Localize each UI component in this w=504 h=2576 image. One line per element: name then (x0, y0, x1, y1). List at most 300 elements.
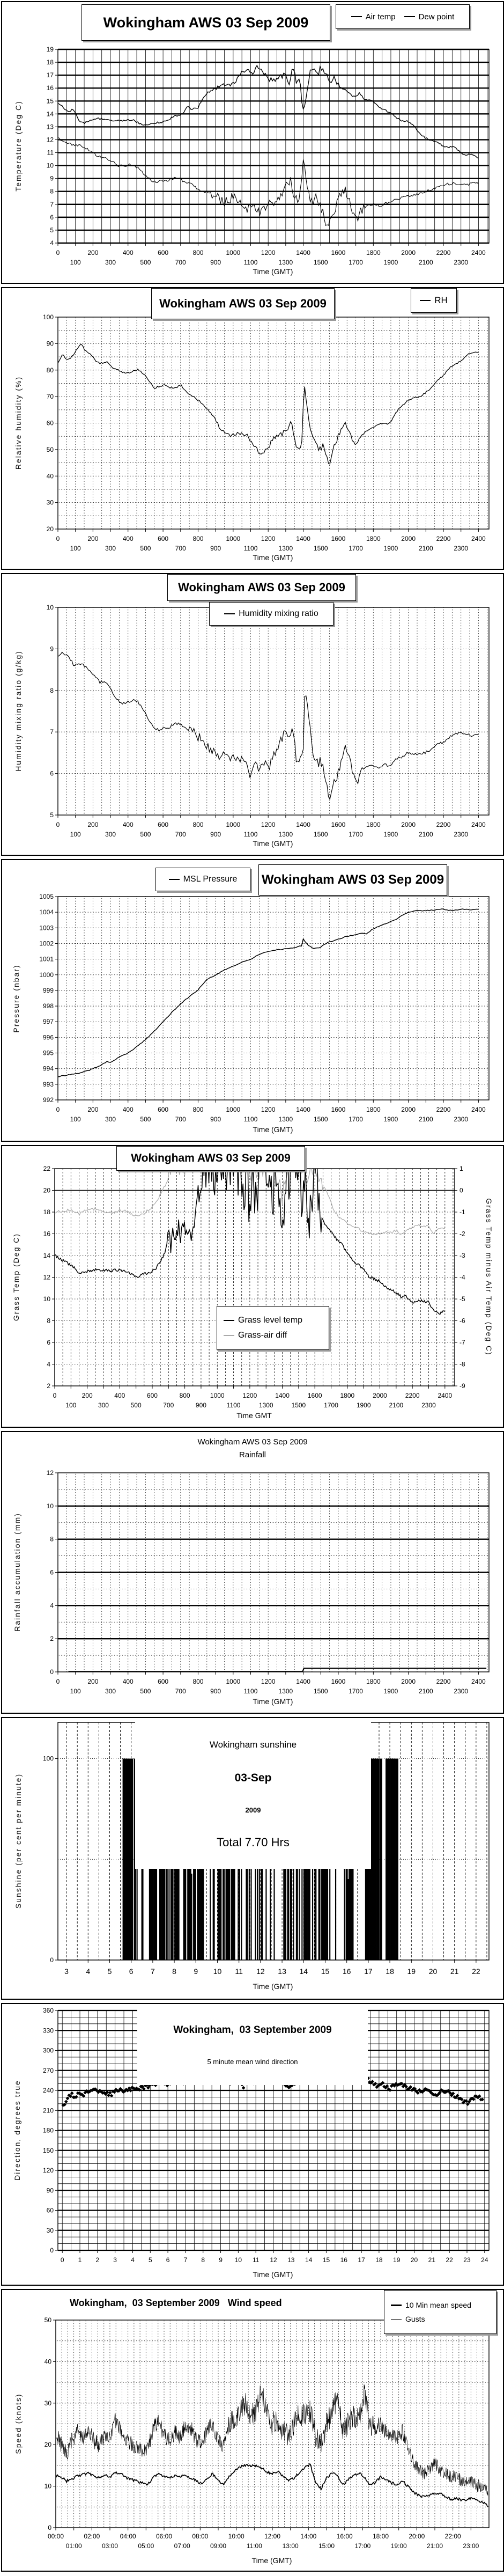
chart-subtitle: Rainfall (239, 1450, 266, 1459)
rh-chart-canvas (2, 288, 503, 569)
legend-box (217, 1306, 329, 1350)
svg-text:12: 12 (43, 1273, 50, 1281)
svg-text:1200: 1200 (261, 1678, 276, 1685)
svg-text:700: 700 (175, 831, 186, 838)
svg-text:1900: 1900 (356, 1401, 371, 1409)
svg-text:21: 21 (450, 1967, 459, 1976)
svg-text:1500: 1500 (313, 1115, 328, 1123)
y-axis-title: Speed (knots) (14, 2393, 23, 2454)
svg-text:2200: 2200 (436, 821, 451, 828)
svg-text:6: 6 (50, 213, 54, 221)
svg-text:18: 18 (375, 2256, 383, 2264)
svg-text:10: 10 (43, 1295, 50, 1303)
svg-text:300: 300 (105, 1115, 116, 1123)
svg-text:300: 300 (105, 831, 116, 838)
svg-text:6: 6 (50, 1568, 54, 1576)
svg-text:700: 700 (163, 1401, 174, 1409)
svg-text:7: 7 (150, 1967, 155, 1976)
legend-box (155, 868, 250, 891)
svg-text:900: 900 (210, 831, 221, 838)
y-axis-title-left: Grass Temp (Deg C) (12, 1232, 20, 1322)
legend-item-gusts (391, 2315, 425, 2323)
legend-box (411, 288, 457, 313)
legend-box (209, 602, 333, 626)
panel-sunshine (1, 1717, 504, 2000)
svg-text:1100: 1100 (243, 1687, 258, 1695)
svg-text:08:00: 08:00 (192, 2533, 209, 2540)
legend-label: Grass level temp (238, 1316, 303, 1325)
svg-text:60: 60 (46, 419, 54, 427)
svg-text:2300: 2300 (454, 259, 469, 266)
svg-text:900: 900 (210, 1115, 221, 1123)
svg-text:50: 50 (44, 2316, 51, 2324)
svg-text:1800: 1800 (366, 1106, 381, 1113)
svg-text:400: 400 (122, 821, 134, 828)
svg-text:100: 100 (65, 1401, 77, 1409)
svg-text:22: 22 (43, 1165, 50, 1172)
svg-text:992: 992 (42, 1096, 54, 1104)
svg-text:0: 0 (48, 2524, 51, 2531)
svg-text:20: 20 (428, 1967, 438, 1976)
svg-text:1500: 1500 (313, 259, 328, 266)
mixing-ratio-line-swatch (224, 613, 235, 614)
y-axis-title: Pressure (nbar) (12, 964, 20, 1033)
svg-text:1: 1 (459, 1165, 463, 1172)
svg-text:600: 600 (158, 249, 169, 256)
svg-text:1001: 1001 (39, 955, 54, 963)
x-axis-title: Time (GMT) (253, 1982, 293, 1991)
svg-text:4: 4 (50, 239, 54, 247)
svg-text:15:00: 15:00 (318, 2542, 335, 2550)
svg-text:80: 80 (46, 366, 54, 374)
svg-text:1002: 1002 (39, 940, 54, 948)
svg-text:200: 200 (81, 1392, 93, 1399)
svg-text:9: 9 (194, 1967, 198, 1976)
svg-text:2300: 2300 (454, 1687, 469, 1695)
svg-text:10: 10 (234, 2256, 242, 2264)
svg-text:9: 9 (50, 645, 54, 653)
grass-temp-line-swatch (224, 1320, 234, 1321)
svg-text:2400: 2400 (438, 1392, 453, 1399)
chart-title: Wokingham AWS 03 Sep 2009 (131, 1152, 291, 1164)
svg-text:210: 210 (42, 2107, 54, 2115)
svg-text:20: 20 (410, 2256, 418, 2264)
svg-text:1800: 1800 (366, 1678, 381, 1685)
x-axis-title: Time (GMT) (251, 2556, 292, 2565)
svg-text:400: 400 (122, 1106, 134, 1113)
svg-text:1000: 1000 (39, 971, 54, 979)
svg-text:600: 600 (158, 1106, 169, 1113)
svg-text:04:00: 04:00 (120, 2533, 136, 2540)
svg-text:8: 8 (172, 1967, 176, 1976)
gusts-line-swatch (391, 2319, 402, 2320)
svg-text:1100: 1100 (243, 1115, 258, 1123)
air-temp-chart-canvas (2, 2, 503, 283)
svg-text:18: 18 (43, 1208, 50, 1216)
svg-text:8: 8 (50, 1535, 54, 1543)
svg-text:11: 11 (235, 1967, 243, 1976)
svg-text:800: 800 (192, 1678, 204, 1685)
legend-label: MSL Pressure (183, 875, 238, 884)
svg-text:300: 300 (105, 259, 116, 266)
svg-text:1300: 1300 (278, 1115, 293, 1123)
svg-text:-1: -1 (459, 1208, 465, 1216)
svg-text:8: 8 (50, 187, 54, 195)
svg-text:19: 19 (393, 2256, 401, 2264)
svg-text:1000: 1000 (226, 1678, 241, 1685)
panel-rainfall (1, 1431, 504, 1714)
panel-air-temp-dew-point (1, 1, 504, 284)
svg-text:15: 15 (321, 1967, 330, 1976)
svg-text:100: 100 (70, 1115, 81, 1123)
chart-title: Wokingham AWS 03 Sep 2009 (178, 581, 345, 594)
svg-text:800: 800 (192, 821, 204, 828)
svg-text:18: 18 (46, 58, 54, 67)
svg-text:300: 300 (98, 1401, 109, 1409)
svg-text:400: 400 (122, 1678, 134, 1685)
x-axis-title: Time (GMT) (253, 553, 293, 562)
svg-text:3: 3 (64, 1967, 69, 1976)
svg-text:22:00: 22:00 (444, 2533, 461, 2540)
svg-text:800: 800 (192, 1106, 204, 1113)
svg-text:1700: 1700 (324, 1401, 338, 1409)
svg-text:8: 8 (50, 686, 54, 694)
chart-date: 03-Sep (234, 1772, 272, 1784)
panel-wind-speed (1, 2289, 504, 2572)
svg-text:2400: 2400 (471, 1106, 486, 1113)
svg-text:998: 998 (42, 1002, 54, 1010)
svg-text:2000: 2000 (401, 1106, 416, 1113)
legend-label: RH (434, 295, 448, 305)
svg-text:6: 6 (166, 2256, 170, 2264)
legend-box (336, 4, 470, 29)
svg-text:4: 4 (131, 2256, 135, 2264)
svg-text:500: 500 (130, 1401, 142, 1409)
svg-text:600: 600 (146, 1392, 158, 1399)
svg-text:40: 40 (44, 2358, 51, 2366)
svg-text:995: 995 (42, 1049, 54, 1057)
chart-title-box (116, 1146, 305, 1171)
svg-text:1200: 1200 (242, 1392, 257, 1399)
air-temp-line-swatch (351, 16, 362, 17)
svg-text:15: 15 (46, 97, 54, 105)
svg-text:2100: 2100 (418, 831, 433, 838)
svg-text:999: 999 (42, 986, 54, 994)
svg-text:13:00: 13:00 (282, 2542, 299, 2550)
svg-text:3: 3 (113, 2256, 117, 2264)
svg-text:14: 14 (305, 2256, 313, 2264)
legend-label: Air temp (365, 12, 396, 21)
svg-text:23:00: 23:00 (463, 2542, 479, 2550)
svg-text:07:00: 07:00 (174, 2542, 190, 2550)
svg-text:2: 2 (47, 1382, 50, 1390)
svg-text:9: 9 (50, 174, 54, 182)
svg-text:2: 2 (50, 1635, 54, 1643)
svg-text:-8: -8 (459, 1360, 465, 1368)
svg-text:1500: 1500 (313, 831, 328, 838)
chart-title-block (137, 2005, 368, 2085)
svg-text:800: 800 (192, 249, 204, 256)
svg-text:700: 700 (175, 545, 186, 552)
svg-text:21: 21 (428, 2256, 436, 2264)
legend-item-rh (420, 295, 448, 306)
svg-text:-9: -9 (459, 1382, 465, 1390)
svg-text:16: 16 (342, 1967, 351, 1976)
svg-text:12: 12 (46, 136, 54, 144)
svg-text:100: 100 (42, 1755, 54, 1763)
svg-text:15: 15 (322, 2256, 330, 2264)
svg-text:1200: 1200 (261, 821, 276, 828)
svg-text:19:00: 19:00 (390, 2542, 407, 2550)
svg-text:2100: 2100 (418, 1687, 433, 1695)
svg-text:5: 5 (50, 226, 54, 234)
y-axis-title-right: Grass Temp minus Air Temp (Deg C) (485, 1198, 493, 1356)
x-axis-title: Time (GMT) (253, 1125, 293, 1134)
svg-text:4: 4 (86, 1967, 91, 1976)
svg-text:2400: 2400 (471, 249, 486, 256)
svg-text:14:00: 14:00 (300, 2533, 317, 2540)
x-axis-title: Time (GMT) (253, 2270, 293, 2279)
legend-box (384, 2290, 496, 2334)
svg-text:30: 30 (44, 2399, 51, 2407)
svg-text:900: 900 (210, 1687, 221, 1695)
svg-text:500: 500 (140, 259, 151, 266)
rh-line-swatch (420, 300, 431, 301)
svg-text:2200: 2200 (436, 1106, 451, 1113)
svg-text:1900: 1900 (383, 1687, 398, 1695)
svg-text:800: 800 (192, 535, 204, 542)
svg-text:1400: 1400 (296, 535, 310, 542)
x-axis-title: Time GMT (236, 1411, 272, 1420)
svg-text:0: 0 (56, 1106, 60, 1113)
svg-text:90: 90 (46, 2186, 54, 2195)
svg-text:19: 19 (407, 1967, 416, 1976)
svg-text:100: 100 (70, 545, 81, 552)
svg-text:90: 90 (46, 340, 54, 348)
svg-text:1100: 1100 (243, 259, 258, 266)
svg-text:2200: 2200 (436, 249, 451, 256)
svg-text:2000: 2000 (401, 1678, 416, 1685)
svg-text:1000: 1000 (210, 1392, 225, 1399)
svg-text:1500: 1500 (313, 545, 328, 552)
svg-text:1000: 1000 (226, 1106, 241, 1113)
svg-text:0: 0 (50, 1956, 54, 1964)
svg-text:330: 330 (42, 2027, 54, 2035)
legend-item-grass-air-diff (224, 1331, 287, 1340)
svg-text:996: 996 (42, 1033, 54, 1041)
svg-text:0: 0 (56, 821, 60, 828)
svg-text:16: 16 (43, 1230, 50, 1238)
svg-text:2200: 2200 (405, 1392, 420, 1399)
svg-text:1800: 1800 (366, 821, 381, 828)
chart-title: Wokingham, 03 September 2009 (173, 2024, 332, 2036)
svg-text:100: 100 (42, 313, 54, 321)
chart-title-box (81, 4, 330, 41)
chart-title: Wokingham AWS 03 Sep 2009 (159, 297, 327, 310)
legend-label: Grass-air diff (238, 1331, 287, 1340)
svg-text:1400: 1400 (296, 249, 310, 256)
svg-text:-6: -6 (459, 1317, 465, 1325)
pressure-chart-canvas (2, 860, 503, 1141)
svg-text:2300: 2300 (421, 1401, 436, 1409)
svg-text:200: 200 (87, 535, 99, 542)
svg-text:700: 700 (175, 259, 186, 266)
chart-year: 2009 (245, 1806, 261, 1814)
chart-total: Total 7.70 Hrs (217, 1836, 290, 1849)
svg-text:14: 14 (43, 1252, 50, 1259)
svg-text:1800: 1800 (366, 249, 381, 256)
svg-text:1: 1 (78, 2256, 82, 2264)
svg-text:6: 6 (50, 769, 54, 777)
svg-text:300: 300 (105, 545, 116, 552)
svg-text:0: 0 (56, 1678, 60, 1685)
svg-text:1600: 1600 (331, 1678, 346, 1685)
svg-text:06:00: 06:00 (155, 2533, 173, 2540)
svg-text:-5: -5 (459, 1295, 465, 1303)
svg-text:2100: 2100 (389, 1401, 404, 1409)
svg-text:5: 5 (148, 2256, 152, 2264)
panel-wind-direction (1, 2003, 504, 2286)
svg-text:11: 11 (47, 149, 54, 157)
svg-text:993: 993 (42, 1080, 54, 1088)
svg-text:2000: 2000 (401, 821, 416, 828)
legend-label: 10 Min mean speed (405, 2301, 471, 2309)
svg-text:40: 40 (46, 472, 54, 480)
legend-item-dew-point (404, 12, 455, 21)
svg-text:200: 200 (87, 1678, 99, 1685)
svg-text:2300: 2300 (454, 1115, 469, 1123)
svg-text:1500: 1500 (291, 1401, 306, 1409)
svg-text:13: 13 (278, 1967, 286, 1976)
svg-text:1600: 1600 (307, 1392, 322, 1399)
svg-text:1900: 1900 (383, 1115, 398, 1123)
chart-title-box (151, 288, 335, 319)
svg-text:11: 11 (252, 2256, 260, 2264)
svg-text:500: 500 (140, 545, 151, 552)
svg-text:10: 10 (46, 1502, 54, 1510)
legend-item-mixing-ratio (224, 609, 318, 619)
svg-text:30: 30 (46, 2226, 54, 2234)
svg-text:400: 400 (114, 1392, 125, 1399)
svg-text:0: 0 (60, 2256, 64, 2264)
svg-text:1300: 1300 (278, 831, 293, 838)
svg-text:600: 600 (158, 1678, 169, 1685)
svg-text:1500: 1500 (313, 1687, 328, 1695)
y-axis-title: Sunshine (per cent per minute) (14, 1773, 23, 1909)
svg-text:180: 180 (42, 2126, 54, 2134)
svg-text:2200: 2200 (436, 535, 451, 542)
svg-text:1100: 1100 (243, 831, 258, 838)
svg-text:-3: -3 (459, 1252, 465, 1259)
chart-subtitle: 5 minute mean wind direction (207, 2058, 298, 2066)
y-axis-title: Relative humidity (%) (14, 376, 23, 470)
svg-text:17: 17 (358, 2256, 365, 2264)
svg-text:1600: 1600 (331, 535, 346, 542)
svg-text:2000: 2000 (401, 249, 416, 256)
x-axis-title: Time (GMT) (253, 1697, 293, 1706)
svg-text:300: 300 (42, 2046, 54, 2054)
svg-text:1300: 1300 (278, 545, 293, 552)
svg-text:0: 0 (50, 2247, 54, 2254)
svg-text:14: 14 (46, 110, 54, 118)
svg-text:20: 20 (46, 525, 54, 533)
svg-text:1400: 1400 (275, 1392, 290, 1399)
legend-item-air-temp (351, 12, 396, 21)
svg-text:2100: 2100 (418, 545, 433, 552)
panel-humidity-mixing-ratio (1, 573, 504, 856)
svg-text:8: 8 (47, 1317, 50, 1325)
svg-text:17: 17 (364, 1967, 373, 1976)
svg-text:12: 12 (256, 1967, 265, 1976)
svg-text:1400: 1400 (296, 1678, 310, 1685)
svg-text:05:00: 05:00 (138, 2542, 154, 2550)
svg-text:01:00: 01:00 (65, 2542, 82, 2550)
svg-text:1000: 1000 (226, 249, 241, 256)
svg-text:2100: 2100 (418, 259, 433, 266)
svg-text:1004: 1004 (39, 908, 54, 916)
legend-label: Humidity mixing ratio (239, 609, 318, 618)
svg-text:03:00: 03:00 (101, 2542, 118, 2550)
svg-text:24: 24 (481, 2256, 488, 2264)
svg-text:1700: 1700 (349, 259, 363, 266)
svg-text:1200: 1200 (261, 249, 276, 256)
svg-text:10: 10 (46, 162, 54, 170)
svg-text:300: 300 (105, 1687, 116, 1695)
svg-text:60: 60 (46, 2206, 54, 2214)
svg-text:2200: 2200 (436, 1678, 451, 1685)
svg-text:1900: 1900 (383, 545, 398, 552)
svg-text:1700: 1700 (349, 545, 363, 552)
svg-text:997: 997 (42, 1018, 54, 1026)
svg-text:18: 18 (386, 1967, 394, 1976)
svg-text:12: 12 (270, 2256, 277, 2264)
svg-text:2400: 2400 (471, 1678, 486, 1685)
svg-text:500: 500 (140, 1687, 151, 1695)
panel-grass-temp (1, 1145, 504, 1428)
svg-text:20: 20 (43, 1186, 50, 1194)
svg-text:270: 270 (42, 2066, 54, 2074)
svg-text:1800: 1800 (340, 1392, 355, 1399)
svg-text:0: 0 (50, 1668, 54, 1676)
svg-text:1000: 1000 (226, 821, 241, 828)
mean-speed-line-swatch (391, 2305, 402, 2306)
svg-text:16:00: 16:00 (336, 2533, 353, 2540)
x-axis-title: Time (GMT) (253, 267, 293, 276)
svg-text:1300: 1300 (278, 1687, 293, 1695)
svg-text:7: 7 (50, 728, 54, 736)
svg-text:18:00: 18:00 (372, 2533, 389, 2540)
chart-title: Wokingham AWS 03 Sep 2009 (261, 872, 444, 887)
svg-text:1600: 1600 (331, 249, 346, 256)
svg-text:900: 900 (210, 259, 221, 266)
svg-text:0: 0 (53, 1392, 57, 1399)
x-axis-title: Time (GMT) (253, 839, 293, 848)
svg-text:14: 14 (299, 1967, 308, 1976)
svg-text:1300: 1300 (278, 259, 293, 266)
svg-text:0: 0 (56, 249, 60, 256)
svg-text:360: 360 (42, 2007, 54, 2014)
y-axis-title: Humidity mixing ratio (g/kg) (14, 650, 23, 772)
svg-text:00:00: 00:00 (47, 2533, 64, 2540)
svg-text:5: 5 (107, 1967, 112, 1976)
svg-text:1200: 1200 (261, 535, 276, 542)
svg-text:100: 100 (70, 1687, 81, 1695)
svg-text:994: 994 (42, 1065, 54, 1073)
panel-relative-humidity (1, 287, 504, 570)
svg-text:8: 8 (201, 2256, 205, 2264)
svg-text:2400: 2400 (471, 535, 486, 542)
svg-text:6: 6 (129, 1967, 134, 1976)
